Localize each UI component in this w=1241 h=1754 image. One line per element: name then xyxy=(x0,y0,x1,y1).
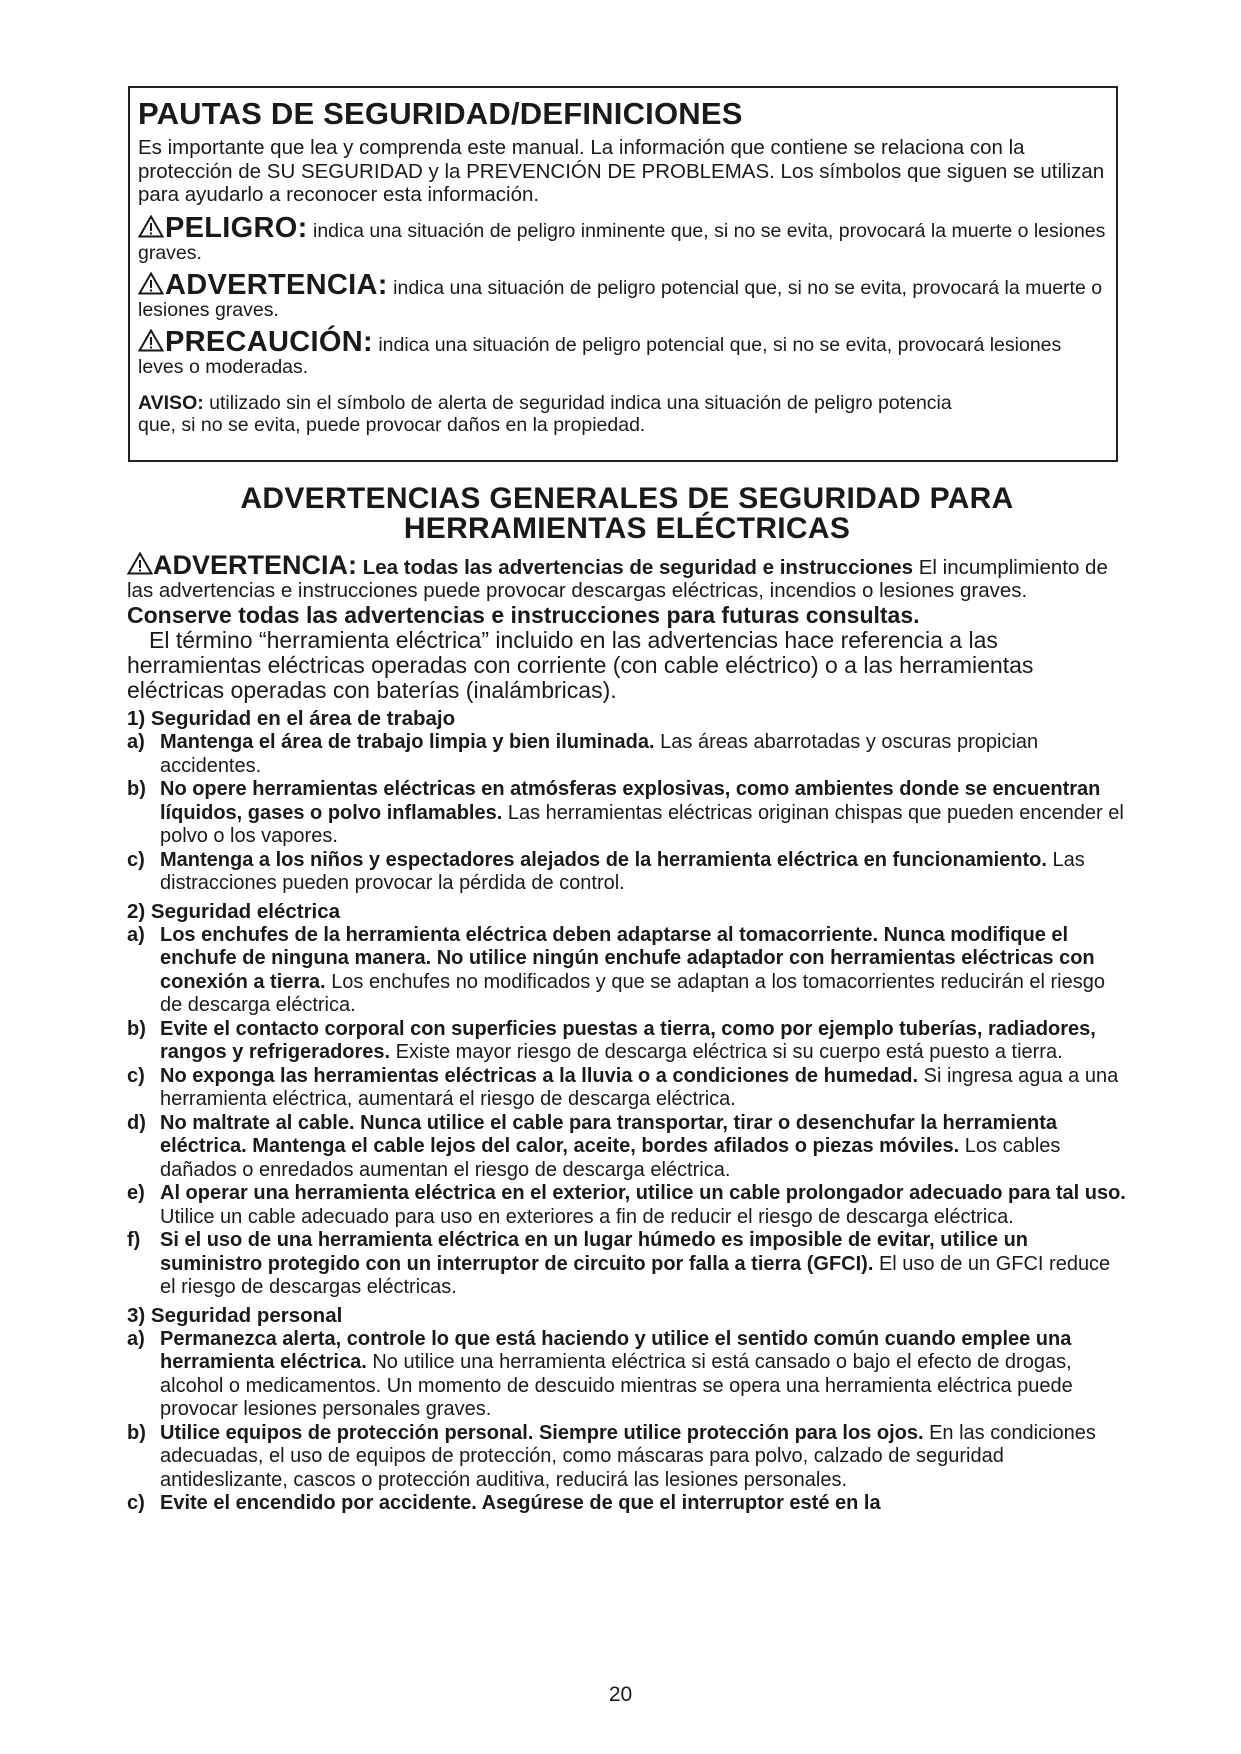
conserve-notice: Conserve todas las advertencias e instrucciones para futuras consultas. xyxy=(127,602,920,628)
advertencia-text: indica una situación de peligro potencial que, si no se evita, provocará la muerte o lesiones graves. xyxy=(138,276,1103,321)
warning-triangle-icon xyxy=(138,329,164,353)
warning-triangle-icon xyxy=(138,215,164,239)
list-item xyxy=(127,1112,1127,1183)
item-letter: a) xyxy=(127,923,145,946)
aviso-text-1: utilizado sin el símbolo de alerta de seguridad indica una situación de peligro potencia xyxy=(209,391,952,414)
precaucion-text: indica una situación de peligro potencial que, si no se evita, provocará lesiones leves o moderadas. xyxy=(138,333,1062,378)
sections xyxy=(127,707,1127,1516)
list-item xyxy=(127,731,1127,778)
item-bold-text: Evite el contacto corporal con superficies puestas a tierra, como por ejemplo tuberías, radiadores, rangos y refrigeradores. xyxy=(160,1017,1096,1063)
advertencia-definition xyxy=(138,268,1108,321)
general-warning xyxy=(127,552,1127,602)
item-letter: f) xyxy=(127,1229,141,1251)
precaucion-definition xyxy=(138,325,1108,378)
aviso-definition xyxy=(138,392,1108,436)
item-bold-text: Mantenga a los niños y espectadores alejados de la herramienta eléctrica en funcionamiento. xyxy=(160,848,1047,871)
item-text: Las herramientas eléctricas originan chispas que pueden encender el polvo o los vapores. xyxy=(160,801,1124,847)
item-letter: b) xyxy=(127,1017,146,1040)
item-letter: c) xyxy=(127,848,145,871)
list-item xyxy=(127,924,1127,1018)
item-bold-text: No opere herramientas eléctricas en atmósferas explosivas, como ambientes donde se encuentran líquidos, gases o polvo inflamables. xyxy=(160,778,1101,824)
item-bold-text: Utilice equipos de protección personal. Siempre utilice protección para los ojos. xyxy=(160,1421,924,1444)
peligro-text: indica una situación de peligro inminente que, si no se evita, provocará la muerte o lesiones graves. xyxy=(138,219,1106,264)
item-bold-text: Mantenga el área de trabajo limpia y bien iluminada. xyxy=(160,731,655,753)
item-text: No utilice una herramienta eléctrica si está cansado o bajo el efecto de drogas, alcohol o medicamentos. Un momento de descuido mientras se opera una herramienta eléctrica puede provocar lesiones personales graves. xyxy=(160,1351,1073,1420)
definitions-intro: Es importante que lea y comprenda este manual. La información que contiene se relaciona con la protección de SU SEGURIDAD y la PREVENCIÓN DE PROBLEMAS. Los símbolos que siguen se utilizan para ayudarlo a reconocer esta información. xyxy=(138,136,1105,206)
list-item xyxy=(127,1422,1127,1493)
item-text: Los enchufes no modificados y que se adaptan a los tomacorrientes reducirán el riesgo de descarga eléctrica. xyxy=(160,970,1105,1016)
item-text: Las distracciones pueden provocar la pérdida de control. xyxy=(160,848,1085,894)
item-letter: b) xyxy=(127,778,146,800)
termino-paragraph: El término “herramienta eléctrica” incluido en las advertencias hace referencia a las herramientas eléctricas operadas con corriente (con cable eléctrico) o a las herramientas eléctricas operadas con baterías (inalámbricas). xyxy=(127,627,1034,703)
section-heading: 2) Seguridad eléctrica xyxy=(127,899,341,923)
item-bold-text: Evite el encendido por accidente. Asegúrese de que el interruptor esté en la xyxy=(160,1492,881,1514)
item-text: Los cables dañados o enredados aumentan el riesgo de descarga eléctrica. xyxy=(160,1135,1061,1181)
list-item xyxy=(127,1182,1127,1229)
item-bold-text: Los enchufes de la herramienta eléctrica deben adaptarse al tomacorriente. Nunca modifique el enchufe de ninguna manera. No utilice ningún enchufe adaptador con herramientas eléctricas con conexión a tierra. xyxy=(160,923,1095,993)
list-item xyxy=(127,1229,1127,1300)
item-letter: c) xyxy=(127,1064,145,1087)
definitions-title: PAUTAS DE SEGURIDAD/DEFINICIONES xyxy=(138,96,743,131)
general-warning-bold: Lea todas las advertencias de seguridad e instrucciones xyxy=(362,556,914,579)
item-letter: a) xyxy=(127,1327,145,1350)
item-bold-text: Si el uso de una herramienta eléctrica en un lugar húmedo es imposible de evitar, utilice un suministro protegido con un interruptor de circuito por falla a tierra (GFCI). xyxy=(160,1229,1029,1275)
peligro-term: PELIGRO: xyxy=(165,211,308,244)
advertencia-term: ADVERTENCIA: xyxy=(165,268,388,301)
item-text: En las condiciones adecuadas, el uso de equipos de protección, como máscaras para polvo, calzado de seguridad antideslizante, cascos o protección auditiva, reducirá las lesiones personales. xyxy=(160,1421,1096,1491)
list-item xyxy=(127,1492,1127,1516)
list-item xyxy=(127,849,1127,896)
item-letter: e) xyxy=(127,1182,145,1204)
item-letter: b) xyxy=(127,1421,146,1444)
warning-triangle-icon xyxy=(127,552,153,575)
aviso-label: AVISO: xyxy=(138,391,204,414)
item-letter: d) xyxy=(127,1111,146,1134)
section-heading: 3) Seguridad personal xyxy=(127,1303,343,1327)
general-title: ADVERTENCIAS GENERALES DE SEGURIDAD PARA HERRAMIENTAS ELÉCTRICAS xyxy=(240,482,1014,545)
section-heading: 1) Seguridad en el área de trabajo xyxy=(127,707,456,730)
warning-triangle-icon xyxy=(138,272,164,296)
item-text: Si ingresa agua a una herramienta eléctrica, aumentará el riesgo de descarga eléctrica. xyxy=(160,1064,1119,1110)
item-text: Las áreas abarrotadas y oscuras propician accidentes. xyxy=(160,731,1039,777)
item-letter: c) xyxy=(127,1492,145,1514)
definitions-box xyxy=(128,86,1118,462)
item-text: Utilice un cable adecuado para uso en exteriores a fin de reducir el riesgo de descarga eléctrica. xyxy=(160,1205,1014,1228)
item-bold-text: Al operar una herramienta eléctrica en el exterior, utilice un cable prolongador adecuado para tal uso. xyxy=(160,1182,1126,1204)
aviso-text-2: que, si no se evita, puede provocar daños en la propiedad. xyxy=(138,413,646,436)
general-warning-text: El incumplimiento de las advertencias e instrucciones puede provocar descargas eléctricas, incendios o lesiones graves. xyxy=(127,556,1108,602)
list-item xyxy=(127,1018,1127,1065)
list-item xyxy=(127,1328,1127,1422)
item-text: Existe mayor riesgo de descarga eléctrica si su cuerpo está puesto a tierra. xyxy=(395,1041,1063,1063)
item-bold-text: No exponga las herramientas eléctricas a la lluvia o a condiciones de humedad. xyxy=(160,1064,919,1087)
item-bold-text: No maltrate al cable. Nunca utilice el cable para transportar, tirar o desenchufar la herramienta eléctrica. Mantenga el cable lejos del calor, aceite, bordes afilados o piezas móviles. xyxy=(160,1111,1057,1157)
page-number: 20 xyxy=(608,1683,633,1706)
general-warnings xyxy=(127,484,1127,1516)
item-text: El uso de un GFCI reduce el riesgo de descargas eléctricas. xyxy=(160,1252,1111,1298)
item-letter: a) xyxy=(127,731,145,753)
peligro-definition xyxy=(138,211,1108,264)
list-item xyxy=(127,778,1127,849)
list-item xyxy=(127,1065,1127,1112)
precaucion-term: PRECAUCIÓN: xyxy=(165,325,373,358)
item-bold-text: Permanezca alerta, controle lo que está haciendo y utilice el sentido común cuando emplee una herramienta eléctrica. xyxy=(160,1327,1072,1373)
general-warning-term: ADVERTENCIA: xyxy=(153,550,358,580)
